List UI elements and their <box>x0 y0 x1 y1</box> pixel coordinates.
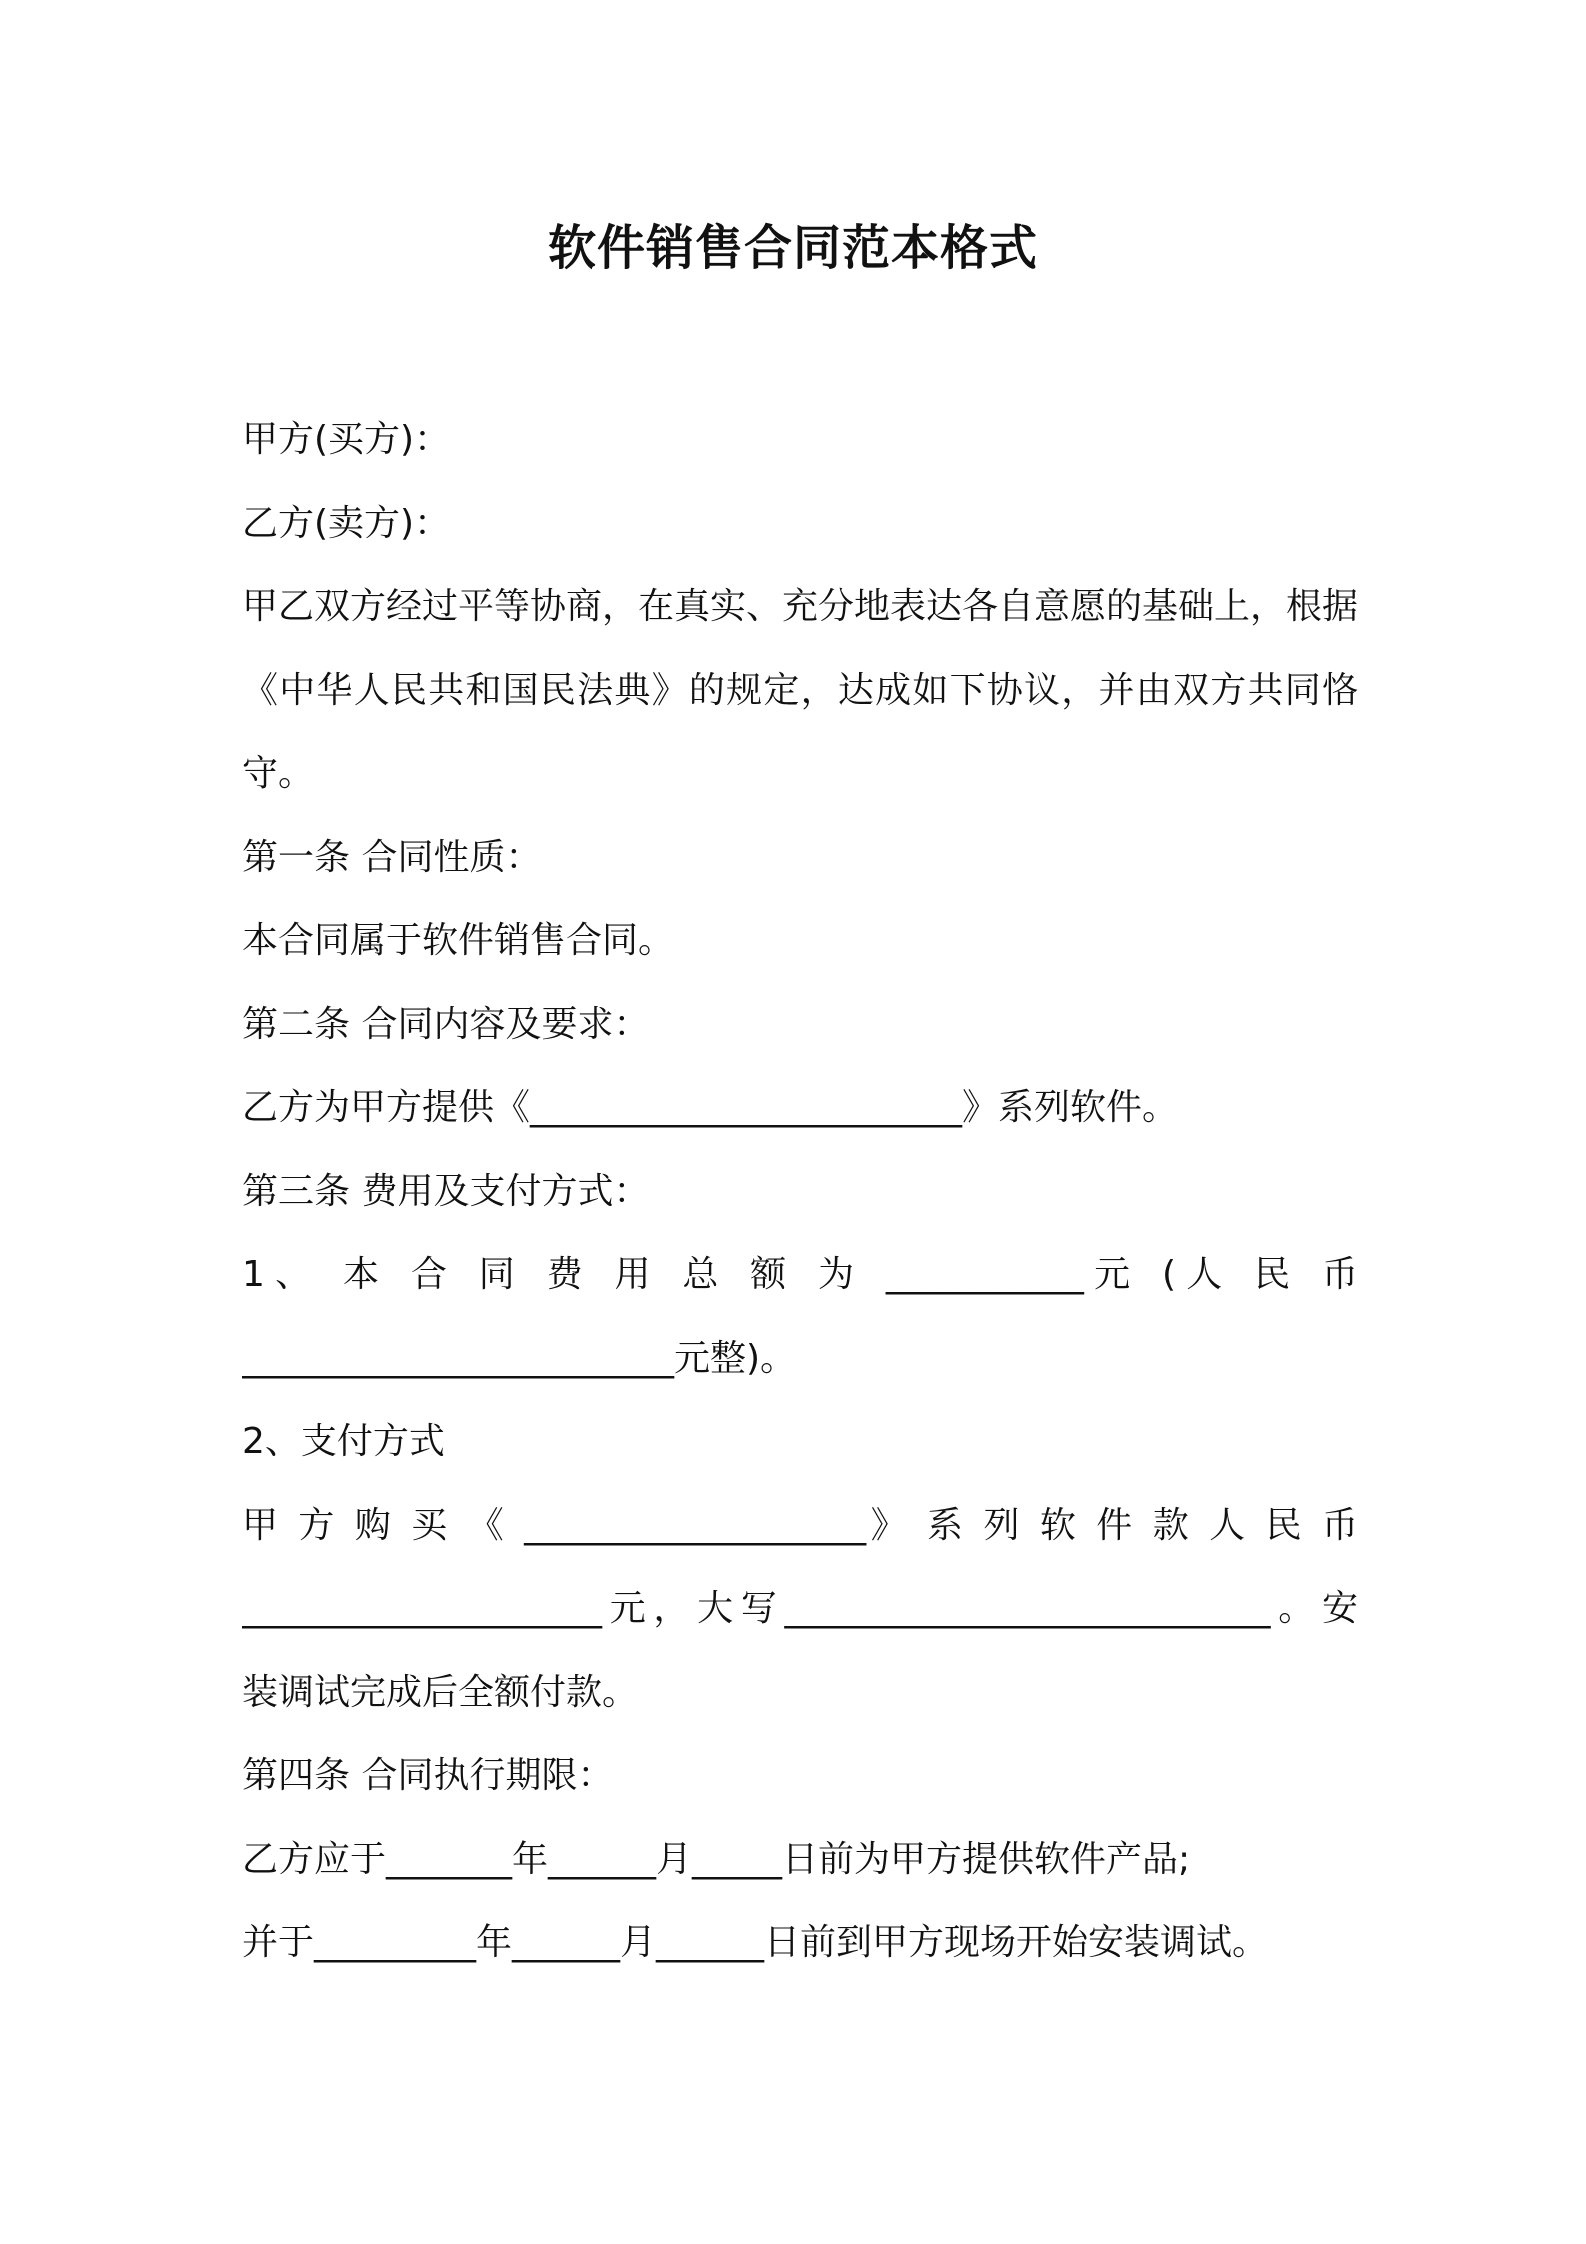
article-3-item-2-line-1: 甲 方 购 买 《 ___________________》 系 列 软 件 款 人 民 币 <box>242 1504 1358 1546</box>
article-4-line-2: 并于_________年______月______日前到甲方现场开始安装调试。 <box>242 1922 1269 1963</box>
document-title: 软件销售合同范本格式 <box>547 220 1038 276</box>
article-3-item-1-line-1: 1、 本 合 同 费 用 总 额 为 ___________元 (人 民 币 <box>242 1254 1358 1295</box>
article-1-text: 本合同属于软件销售合同。 <box>242 920 675 961</box>
article-3-item-2-line-2: ____________________元，大写___________________________。安 <box>242 1588 1358 1629</box>
party-b-line: 乙方(卖方)： <box>242 502 451 544</box>
article-1-heading: 第一条 合同性质： <box>242 836 542 878</box>
article-2-heading: 第二条 合同内容及要求： <box>242 1003 650 1045</box>
article-3-item-2-heading: 2、支付方式 <box>242 1421 445 1462</box>
article-4-heading: 第四条 合同执行期限： <box>242 1755 614 1796</box>
article-4-line-1: 乙方应于_______年______月_____日前为甲方提供软件产品; <box>242 1838 1191 1880</box>
article-2-text: 乙方为甲方提供《________________________》系列软件。 <box>242 1087 1179 1128</box>
article-3-heading: 第三条 费用及支付方式： <box>242 1170 650 1212</box>
article-3-item-1-line-2: ________________________元整)。 <box>242 1337 797 1379</box>
preamble-paragraph: 甲乙双方经过平等协商，在真实、充分地表达各自意愿的基础上，根据《中华人民共和国民法典》的规定，达成如下协议，并由双方共同恪守。 <box>242 586 1358 794</box>
document-body <box>242 398 1358 1985</box>
article-3-item-2-line-3: 装调试完成后全额付款。 <box>242 1671 639 1713</box>
party-a-line: 甲方(买方)： <box>242 419 451 460</box>
